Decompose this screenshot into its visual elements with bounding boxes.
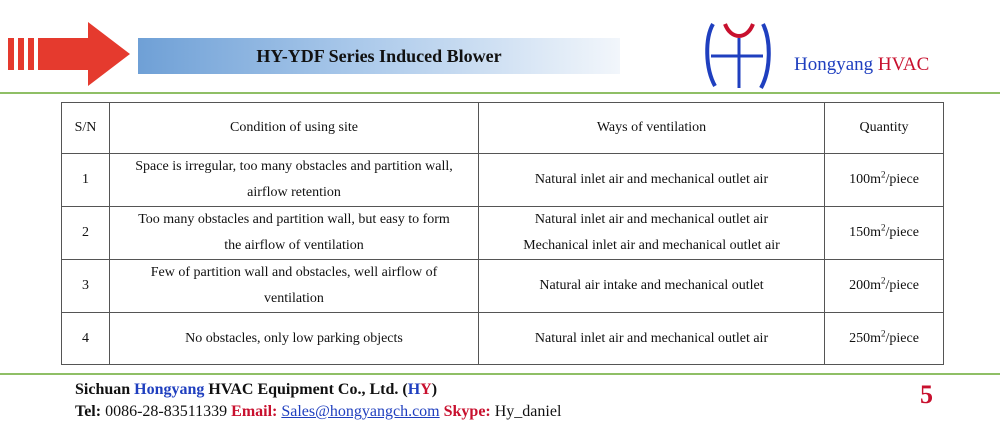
- brand-part1: Hongyang: [794, 54, 874, 75]
- contact-line: [75, 401, 561, 423]
- qty-value: 150m: [849, 225, 881, 240]
- table-row: [62, 313, 944, 365]
- cell-text: Mechanical inlet air and mechanical outlet air: [523, 238, 780, 253]
- cell-quantity: [825, 207, 944, 260]
- ventilation-table: [61, 102, 944, 365]
- company-brand: Hongyang: [134, 381, 205, 398]
- qty-value: 100m: [849, 172, 881, 187]
- skype-label: Skype:: [439, 403, 491, 420]
- cell-text: Too many obstacles and partition wall, but easy to form: [138, 212, 450, 227]
- header-ventilation: Ways of ventilation: [479, 103, 825, 154]
- qty-sup: 2: [880, 275, 886, 286]
- company-line: [75, 379, 561, 401]
- bottom-divider: [0, 373, 1000, 375]
- cell-condition: [110, 313, 479, 365]
- cell-text: Few of partition wall and obstacles, well airflow of: [150, 265, 438, 280]
- header-condition: Condition of using site: [110, 103, 479, 154]
- header-sn: S/N: [62, 103, 110, 154]
- cell-ventilation: [479, 207, 825, 260]
- red-arrow-icon: [8, 20, 133, 88]
- tel-label: Tel:: [75, 403, 102, 420]
- cell-text: airflow retention: [247, 185, 341, 200]
- cell-ventilation: [479, 260, 825, 313]
- qty-unit: /piece: [885, 278, 919, 293]
- cell-ventilation: [479, 154, 825, 207]
- cell-text: Natural inlet air and mechanical outlet air: [534, 172, 769, 187]
- cell-text: Natural inlet air and mechanical outlet air: [534, 212, 769, 227]
- cell-text: ventilation: [264, 291, 324, 306]
- page-title: HY-YDF Series Induced Blower: [138, 38, 620, 74]
- top-divider: [0, 92, 1000, 94]
- table-header-row: [62, 103, 944, 154]
- qty-sup: 2: [880, 169, 886, 180]
- qty-value: 200m: [849, 278, 881, 293]
- company-pre: Sichuan: [75, 381, 135, 398]
- cell-quantity: [825, 154, 944, 207]
- qty-unit: /piece: [885, 225, 919, 240]
- cell-text: Natural air intake and mechanical outlet: [539, 278, 764, 293]
- header-quantity: Quantity: [825, 103, 944, 154]
- skype-value: Hy_daniel: [490, 403, 562, 420]
- abbr-h: H: [407, 381, 421, 398]
- qty-unit: /piece: [885, 172, 919, 187]
- table-row: [62, 207, 944, 260]
- cell-condition: [110, 154, 479, 207]
- company-post: HVAC Equipment Co., Ltd. (: [204, 381, 408, 398]
- company-close: ): [431, 381, 438, 398]
- table-row: [62, 154, 944, 207]
- cell-sn: 4: [62, 313, 110, 365]
- cell-quantity: [825, 260, 944, 313]
- cell-sn: 2: [62, 207, 110, 260]
- cell-text: No obstacles, only low parking objects: [185, 330, 403, 346]
- qty-unit: /piece: [885, 330, 919, 346]
- email-label: Email:: [231, 403, 278, 420]
- table-row: [62, 260, 944, 313]
- cell-quantity: [825, 313, 944, 365]
- cell-text: the airflow of ventilation: [224, 238, 364, 253]
- cell-sn: 1: [62, 154, 110, 207]
- page-number: 5: [920, 380, 933, 409]
- brand-name: [794, 54, 929, 76]
- brand-part2: HVAC: [877, 54, 930, 75]
- hongyang-logo: [703, 18, 775, 92]
- abbr-y: Y: [420, 381, 432, 398]
- footer-contact: [75, 379, 561, 423]
- cell-text: Natural inlet air and mechanical outlet air: [534, 330, 769, 346]
- tel-value: 0086-28-83511339: [101, 403, 232, 420]
- cell-ventilation: [479, 313, 825, 365]
- qty-sup: 2: [880, 327, 886, 338]
- cell-condition: [110, 260, 479, 313]
- qty-sup: 2: [880, 222, 886, 233]
- email-link[interactable]: Sales@hongyangch.com: [281, 403, 440, 420]
- cell-text: Space is irregular, too many obstacles and partition wall,: [135, 159, 453, 174]
- qty-value: 250m: [849, 330, 881, 346]
- cell-condition: [110, 207, 479, 260]
- cell-sn: 3: [62, 260, 110, 313]
